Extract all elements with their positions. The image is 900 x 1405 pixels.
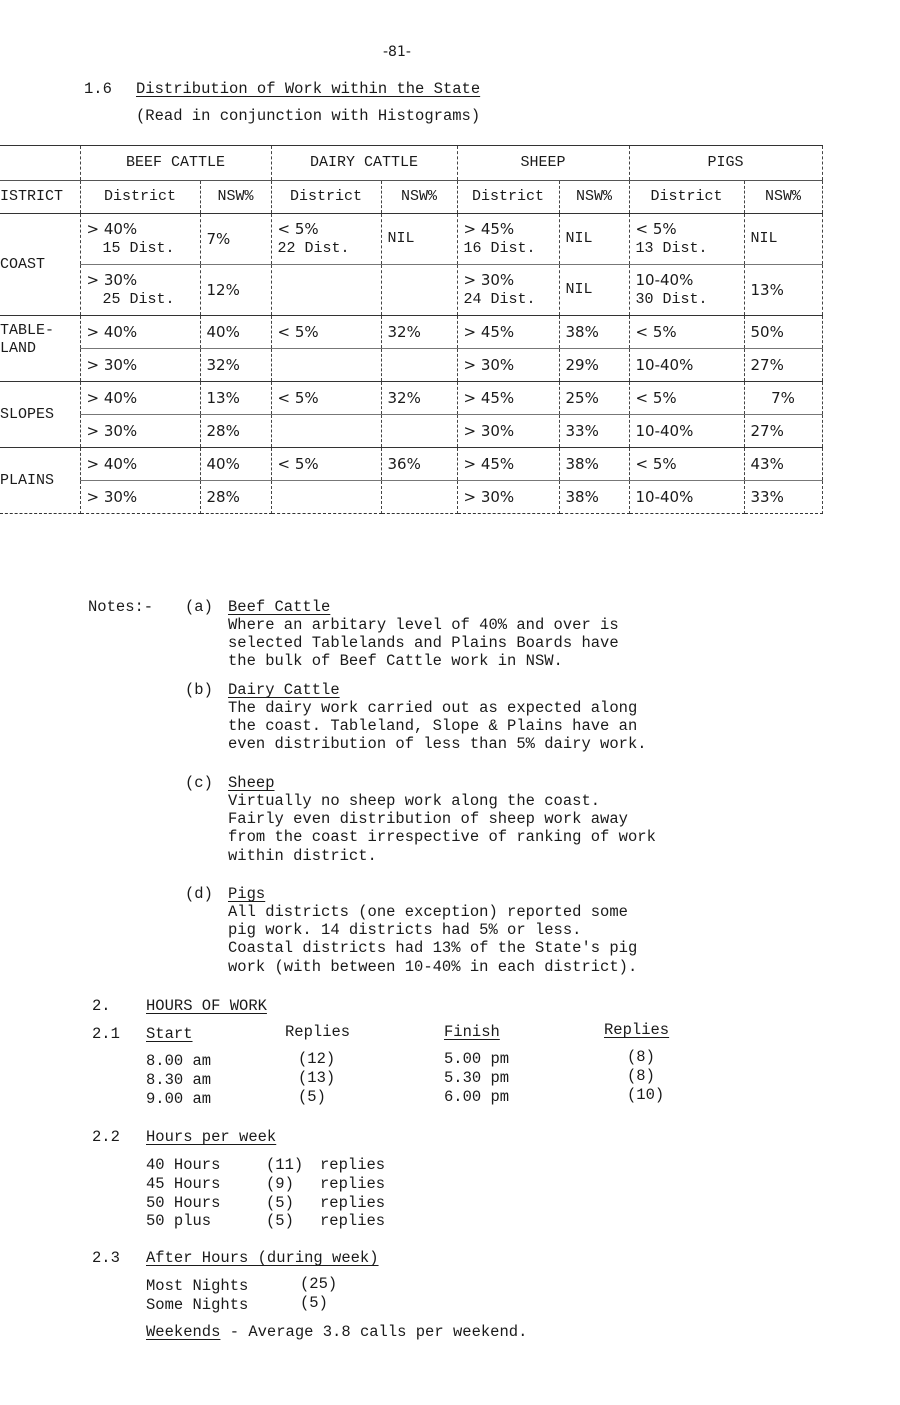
table-row [0, 382, 822, 415]
table-cell: > 40% 15 Dist. [80, 214, 200, 265]
table-cell: 32% [381, 382, 457, 415]
note-line: Coastal districts had 13% of the State's pig [228, 939, 638, 957]
table-cell: 25% [559, 382, 629, 415]
table-cell: 10-40% 30 Dist. [629, 265, 744, 316]
table-cell: > 45% [457, 316, 559, 349]
table-subheader-row [0, 181, 822, 214]
table-cell: 40% [200, 448, 271, 481]
table-cell: < 5% [629, 382, 744, 415]
note-line: selected Tablelands and Plains Boards have [228, 634, 619, 652]
hours-count: (11) [266, 1156, 304, 1174]
table-cell [271, 481, 381, 514]
table-cell [271, 349, 381, 382]
region-tableland: TABLE- LAND [0, 316, 80, 382]
table-cell: 38% [559, 481, 629, 514]
sub-district: District [457, 181, 559, 214]
note-line: Virtually no sheep work along the coast. [228, 792, 601, 810]
hours-label: 50 Hours [146, 1194, 221, 1212]
district-header: ISTRICT [0, 181, 80, 214]
group-sheep: SHEEP [457, 146, 629, 181]
table-cell: < 5% [629, 316, 744, 349]
table-cell: 13% [200, 382, 271, 415]
hours-replies: replies [320, 1194, 386, 1212]
note-heading-beef: Beef Cattle [228, 598, 331, 616]
table-cell: > 30% [80, 415, 200, 448]
table-cell: > 45% 16 Dist. [457, 214, 559, 265]
table-cell: > 40% [80, 316, 200, 349]
section-title: Distribution of Work within the State [136, 80, 481, 98]
note-letter: (a) [185, 598, 213, 616]
s22-title: Hours per week [146, 1128, 277, 1146]
finish-header: Finish [444, 1023, 500, 1041]
finish-replies: (8) [627, 1067, 655, 1085]
note-line: the coast. Tableland, Slope & Plains have an [228, 717, 638, 735]
table-cell: < 5% [629, 448, 744, 481]
table-cell: NIL [559, 265, 629, 316]
table-cell: < 5% 13 Dist. [629, 214, 744, 265]
table-row [0, 448, 822, 481]
table-cell: 43% [744, 448, 822, 481]
start-replies: (13) [298, 1069, 336, 1087]
table-cell: > 30% [457, 481, 559, 514]
sub-district: District [271, 181, 381, 214]
table-row [0, 349, 822, 382]
finish-time: 6.00 pm [444, 1088, 510, 1106]
table-cell [381, 415, 457, 448]
hours-replies: replies [320, 1175, 386, 1193]
table-cell: 38% [559, 448, 629, 481]
hours-count: (5) [266, 1212, 294, 1230]
sub-nsw: NSW% [381, 181, 457, 214]
table-cell: 10-40% [629, 349, 744, 382]
table-cell: > 30% [80, 481, 200, 514]
group-dairy-cattle: DAIRY CATTLE [271, 146, 457, 181]
hours-count: (5) [266, 1194, 294, 1212]
group-beef-cattle: BEEF CATTLE [80, 146, 271, 181]
hours-label: 40 Hours [146, 1156, 221, 1174]
table-cell: NIL [744, 214, 822, 265]
sub-district: District [629, 181, 744, 214]
table-cell: < 5% 22 Dist. [271, 214, 381, 265]
note-line: work (with between 10-40% in each district). [228, 958, 638, 976]
note-line: within district. [228, 847, 377, 865]
table-cell: > 30% 25 Dist. [80, 265, 200, 316]
table-cell [381, 481, 457, 514]
notes-label: Notes:- [88, 598, 154, 616]
table-row [0, 265, 822, 316]
sub-nsw: NSW% [559, 181, 629, 214]
table-cell: 36% [381, 448, 457, 481]
page-number: -81- [383, 44, 411, 60]
start-replies: (5) [298, 1088, 326, 1106]
hours-label: 50 plus [146, 1212, 212, 1230]
sub-district: District [80, 181, 200, 214]
table-cell: > 30% [457, 415, 559, 448]
table-cell: > 40% [80, 382, 200, 415]
sub-nsw: NSW% [200, 181, 271, 214]
table-cell: > 40% [80, 448, 200, 481]
region-plains: PLAINS [0, 448, 80, 514]
note-letter: (b) [185, 681, 213, 699]
region-coast: COAST [0, 214, 80, 316]
distribution-table [0, 145, 823, 514]
finish-replies: (8) [627, 1048, 655, 1066]
table-cell: 10-40% [629, 481, 744, 514]
hours-count: (9) [266, 1175, 294, 1193]
hours-replies: replies [320, 1212, 386, 1230]
note-line: pig work. 14 districts had 5% or less. [228, 921, 582, 939]
start-time: 8.00 am [146, 1052, 212, 1070]
start-replies: (12) [298, 1050, 336, 1068]
table-cell: 38% [559, 316, 629, 349]
table-row [0, 316, 822, 349]
table-cell: 7% [200, 214, 271, 265]
s21-number: 2.1 [92, 1025, 120, 1043]
finish-time: 5.00 pm [444, 1050, 510, 1068]
table-cell: NIL [559, 214, 629, 265]
replies-header: Replies [285, 1023, 351, 1041]
table-cell: 7% [744, 382, 822, 415]
hours-number: 2. [92, 997, 111, 1015]
note-heading-dairy: Dairy Cattle [228, 681, 340, 699]
s22-number: 2.2 [92, 1128, 120, 1146]
note-line: The dairy work carried out as expected along [228, 699, 638, 717]
table-cell: 32% [381, 316, 457, 349]
group-pigs: PIGS [629, 146, 822, 181]
hours-title: HOURS OF WORK [146, 997, 267, 1015]
sub-nsw: NSW% [744, 181, 822, 214]
table-cell: > 45% [457, 448, 559, 481]
section-number: 1.6 [84, 80, 112, 98]
after-hours-count: (5) [300, 1294, 328, 1312]
note-line: even distribution of less than 5% dairy work. [228, 735, 647, 753]
table-cell: 10-40% [629, 415, 744, 448]
table-cell: < 5% [271, 448, 381, 481]
section-subtitle: (Read in conjunction with Histograms) [136, 107, 481, 125]
finish-replies: (10) [627, 1086, 665, 1104]
table-cell: > 30% [80, 349, 200, 382]
note-heading-sheep: Sheep [228, 774, 275, 792]
table-row [0, 214, 822, 265]
after-hours-label: Most Nights [146, 1277, 249, 1295]
table-cell [271, 415, 381, 448]
table-group-header-row [0, 146, 822, 181]
table-cell: > 30% 24 Dist. [457, 265, 559, 316]
note-letter: (c) [185, 774, 213, 792]
note-letter: (d) [185, 885, 213, 903]
note-line: the bulk of Beef Cattle work in NSW. [228, 652, 563, 670]
hours-label: 45 Hours [146, 1175, 221, 1193]
note-line: All districts (one exception) reported some [228, 903, 628, 921]
table-cell: 50% [744, 316, 822, 349]
table-row [0, 481, 822, 514]
note-line: Where an arbitary level of 40% and over is [228, 616, 619, 634]
hours-replies: replies [320, 1156, 386, 1174]
s23-title: After Hours (during week) [146, 1249, 379, 1267]
table-row [0, 415, 822, 448]
s23-number: 2.3 [92, 1249, 120, 1267]
table-cell: 12% [200, 265, 271, 316]
table-cell: NIL [381, 214, 457, 265]
note-line: from the coast irrespective of ranking of work [228, 828, 656, 846]
after-hours-label: Some Nights [146, 1296, 249, 1314]
table-cell: 32% [200, 349, 271, 382]
note-line: Fairly even distribution of sheep work away [228, 810, 628, 828]
note-heading-pigs: Pigs [228, 885, 266, 903]
after-hours-count: (25) [300, 1275, 338, 1293]
table-cell: 33% [744, 481, 822, 514]
table-cell: 28% [200, 481, 271, 514]
start-time: 9.00 am [146, 1090, 212, 1108]
table-cell: < 5% [271, 382, 381, 415]
table-cell: < 5% [271, 316, 381, 349]
table-cell: 27% [744, 349, 822, 382]
table-cell: 33% [559, 415, 629, 448]
table-cell: 13% [744, 265, 822, 316]
table-cell [271, 265, 381, 316]
table-cell: 28% [200, 415, 271, 448]
region-slopes: SLOPES [0, 382, 80, 448]
start-time: 8.30 am [146, 1071, 212, 1089]
start-header: Start [146, 1025, 193, 1043]
table-cell: 29% [559, 349, 629, 382]
table-cell: 27% [744, 415, 822, 448]
finish-time: 5.30 pm [444, 1069, 510, 1087]
table-cell: 40% [200, 316, 271, 349]
table-cell: > 45% [457, 382, 559, 415]
table-cell: > 30% [457, 349, 559, 382]
weekends-line: Weekends - Average 3.8 calls per weekend. [146, 1323, 528, 1341]
table-cell [381, 265, 457, 316]
replies2-header: Replies [604, 1021, 670, 1039]
table-cell [381, 349, 457, 382]
